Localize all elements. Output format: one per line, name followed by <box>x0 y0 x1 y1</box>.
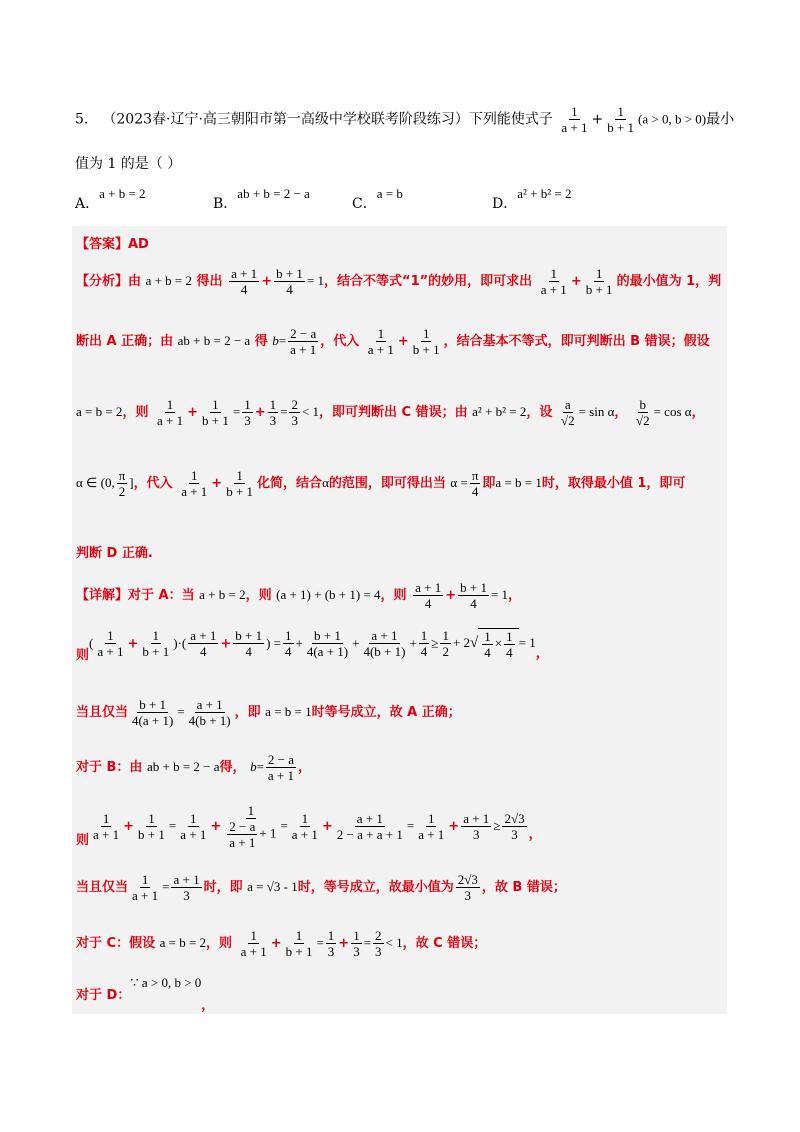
detail-text: ，则 <box>380 588 407 603</box>
frac-1-a1: $\frac{1}{a + 1}$ <box>540 266 567 297</box>
option-b-expr: ab + b = 2 − a <box>237 186 310 201</box>
math-a-b-2: a = b = 2 <box>76 404 123 419</box>
option-b[interactable] <box>213 183 310 212</box>
detail-label: 【详解】 <box>76 588 129 603</box>
frac-1-a1: $\frac{1}{a + 1}$ <box>561 104 588 135</box>
detail-line-8 <box>76 972 215 1013</box>
detail-line-1: 【详解】对于 A：当 a + b = 2，则 (a + 1) + (b + 1) = 4，则 $\frac{a + 1}{4}$ + $\frac{b + 1}{4}$ = 1， <box>76 580 522 611</box>
math: (a + 1) + (b + 1) = 4 <box>276 587 381 602</box>
detail-text: 对于 D： <box>76 988 131 1003</box>
math: a = b = 1 <box>265 704 312 719</box>
math-a2-b2: a² + b² = 2 <box>472 404 527 419</box>
option-d[interactable] <box>492 183 572 212</box>
detail-text: ，则 <box>206 936 233 951</box>
detail-line-5: 则 $\frac{1}{a + 1}$ + $\frac{1}{b + 1}$ = $\frac{1}{a + 1}$ + 1 $\frac{2 - a}{a + 1}$ + 1 = $\frac{1}{a + 1}$ + $\frac{a + 1}{2 - a + a + 1}$ = $\frac{1}{a + 1}$ + $\frac{a + 1}{3}$ ≥ $\frac{2√3}{3}$ ， <box>76 803 542 850</box>
analysis-text: 断出 A 正确；由 <box>76 334 174 349</box>
analysis-text: 时，取得最小值 1，即可 <box>541 476 686 491</box>
question-stem: 下列能使式子 <box>468 111 553 128</box>
analysis-text: ，结合不等式“1”的妙用，即可求出 <box>324 274 533 289</box>
analysis-text: 的最小值为 1，判 <box>616 274 722 289</box>
option-c-label: C． <box>352 196 377 212</box>
detail-text: ， <box>528 827 542 842</box>
detail-text: ， <box>535 646 549 662</box>
detail-text: ，则 <box>245 588 272 603</box>
detail-text: 则 <box>76 648 90 664</box>
detail-line-3: 当且仅当 $\frac{b + 1}{4(a + 1)}$ = $\frac{a + 1}{4(b + 1)}$ ，即 a = b = 1时等号成立，故 A 正确； <box>76 697 461 728</box>
math: a + b = 2 <box>199 587 246 602</box>
math-ab-b: ab + b = 2 − a <box>177 333 251 348</box>
question-number: 5． <box>75 111 98 128</box>
analysis-text: 化简，结合 <box>257 476 323 491</box>
detail-text: ，即 <box>234 705 261 720</box>
analysis-text: ，代入 <box>320 334 360 349</box>
detail-line-6: 当且仅当 $\frac{1}{a + 1}$ = $\frac{a + 1}{3}$ 时，即 a = √3 - 1时，等号成立，故最小值为 $\frac{2√3}{3}$ ，故 B 错误； <box>76 872 566 903</box>
analysis-text: ，结合基本不等式，即可判断出 B 错误；假设 <box>443 334 710 349</box>
analysis-text: ， <box>614 405 628 420</box>
option-c-expr: a = b <box>376 186 403 201</box>
analysis-line-3: a = b = 2，则 $\frac{1}{a + 1}$ + $\frac{1}{b + 1}$ = $\frac{1}{3}$ + $\frac{1}{3}$ = $\frac{2}{3}$ < 1，即可判断出 C 错误；由 a² + b² = 2，设 $\frac{a}{√2}$ = sin α， $\frac{b}{√2}$ = cos α， <box>76 397 705 428</box>
math-a-plus-b: a + b = 2 <box>145 273 192 288</box>
analysis-line-2: 断出 A 正确；由 ab + b = 2 − a 得 b= $\frac{2 - a}{a + 1}$ ，代入 $\frac{1}{a + 1}$ + $\frac{1}{b + 1}$ ，结合基本不等式，即可判断出 B 错误；假设 <box>76 326 710 357</box>
question-line-1: 5． （2023春·辽宁·高三朝阳市第一高级中学校联考阶段练习）下列能使式子 $\frac{1}{a + 1}$ + $\frac{1}{b + 1}$ (a > 0, b > 0)最小 <box>75 104 735 135</box>
detail-text: 时等号成立，故 A 正确； <box>311 705 461 720</box>
detail-text: 对于 C：假设 <box>76 936 156 951</box>
option-a-expr: a + b = 2 <box>99 186 146 201</box>
answer-label: 【答案】AD <box>76 237 149 252</box>
question-line-2: 值为 1 的是（ ） <box>75 156 182 172</box>
detail-text: ， <box>201 998 215 1013</box>
math: ∵ a > 0, b > 0 <box>130 975 202 990</box>
option-c[interactable] <box>352 183 403 212</box>
option-a-label: A． <box>75 196 100 212</box>
detail-text: 当且仅当 <box>76 705 129 720</box>
option-d-expr: a² + b² = 2 <box>517 186 572 201</box>
option-b-label: B． <box>213 196 238 212</box>
analysis-line-1: 【分析】由 a + b = 2 得出 $\frac{a + 1}{4}$ + $\frac{b + 1}{4}$ = 1，结合不等式“1”的妙用，即可求出 $\frac{1}{a + 1}$ + $\frac{1}{b + 1}$ 的最小值为 1，判 <box>76 266 722 297</box>
analysis-text: 得 <box>254 334 268 349</box>
math: a = √3 - 1 <box>247 879 298 894</box>
frac-1-b1: $\frac{1}{b + 1}$ <box>607 104 635 135</box>
detail-text: 得， <box>219 760 246 775</box>
analysis-line-5: 判断 D 正确. <box>76 546 153 561</box>
analysis-text: ，代入 <box>133 476 173 491</box>
detail-line-2: 则( $\frac{1}{a + 1}$ + $\frac{1}{b + 1}$ )·( $\frac{a + 1}{4}$ + $\frac{b + 1}{4}$ ) = $\frac{1}{4}$ + $\frac{b + 1}{4(a + 1)}$ + $\frac{a + 1}{4(b + 1)}$ + $\frac{1}{4}$ ≥ $\frac{1}{2}$ + 2√ $\frac{1}{4}$ × $\frac{1}{4}$ = 1， <box>76 628 549 664</box>
question-stem-end: 最小 <box>706 111 735 128</box>
frac-1-b1: $\frac{1}{b + 1}$ <box>412 326 440 357</box>
option-a[interactable] <box>75 183 146 212</box>
detail-line-7: 对于 C：假设 a = b = 2，则 $\frac{1}{a + 1}$ + $\frac{1}{b + 1}$ = $\frac{1}{3}$ + $\frac{1}{3}$ = $\frac{2}{3}$ < 1，故 C 错误； <box>76 928 487 959</box>
detail-text: 时，等号成立，故最小值为 <box>297 880 454 895</box>
question-source: （2023春·辽宁·高三朝阳市第一高级中学校联考阶段练习） <box>102 111 469 128</box>
frac-1-b1: $\frac{1}{b + 1}$ <box>585 266 613 297</box>
option-d-label: D． <box>492 196 518 212</box>
analysis-text: 由 <box>128 274 142 289</box>
analysis-label: 【分析】 <box>76 274 129 289</box>
analysis-text: 的范围，即可得出当 <box>328 476 446 491</box>
math: a = b = 2 <box>159 935 207 950</box>
detail-text: ， <box>298 760 312 775</box>
frac-b1-4: $\frac{b + 1}{4}$ <box>276 266 303 297</box>
analysis-text: 得出 <box>196 274 223 289</box>
analysis-text: 即 <box>482 476 496 491</box>
analysis-text: ，设 <box>526 405 553 420</box>
detail-line-4: 对于 B：由 ab + b = 2 − a得， b= $\frac{2 - a}{a + 1}$ ， <box>76 752 312 783</box>
detail-text: 对于 A：当 <box>128 588 195 603</box>
detail-text: 时，即 <box>203 880 243 895</box>
stem-condition: (a > 0, b > 0) <box>638 111 707 127</box>
analysis-line-4: α ∈ (0, $\frac{\pi}{2}$ ]，代入 $\frac{1}{a + 1}$ + $\frac{1}{b + 1}$ 化简，结合α的范围，即可得出当 α = $\frac{\pi}{4}$ 即a = b = 1时，取得最小值 1，即可 <box>76 468 686 499</box>
detail-text: 则 <box>76 833 90 848</box>
frac-2a-a1: $\frac{2 - a}{a + 1}$ <box>290 326 317 357</box>
detail-text: ， <box>508 588 522 603</box>
detail-text: ，故 C 错误； <box>402 936 487 951</box>
frac-a1-4: $\frac{a + 1}{4}$ <box>231 266 258 297</box>
frac-1-a1: $\frac{1}{a + 1}$ <box>367 326 394 357</box>
detail-text: ，故 B 错误； <box>481 880 566 895</box>
detail-text: 对于 B：由 <box>76 760 143 775</box>
analysis-text: ，则 <box>122 405 149 420</box>
math-a-b-1: a = b = 1 <box>495 475 542 490</box>
analysis-text: ，即可判断出 C 错误；由 <box>319 405 468 420</box>
detail-text: 当且仅当 <box>76 880 129 895</box>
math: ab + b = 2 − a <box>146 759 220 774</box>
alpha-symbol: α <box>322 475 329 490</box>
